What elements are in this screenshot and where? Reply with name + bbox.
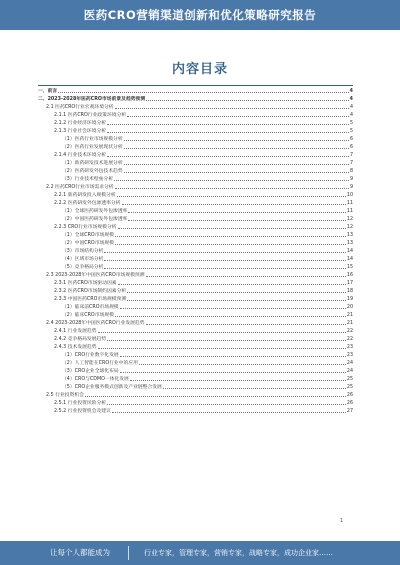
toc-row[interactable] [38,85,353,94]
toc-row[interactable] [38,278,353,286]
footer-bar [0,541,400,565]
toc-row[interactable] [38,110,353,118]
toc-leader-dots [107,403,346,405]
toc-page-number: 27 [346,409,353,414]
toc-row[interactable] [38,382,353,390]
toc-page-number: 21 [346,313,353,318]
toc-entry-text: 2.4.2 竞争格局发展趋势 [54,337,107,342]
toc-page-number: 4 [349,97,353,102]
toc-leader-dots [107,339,346,341]
toc-leader-dots [117,195,346,197]
toc-leader-dots [146,323,346,325]
toc-page-number: 6 [349,145,353,150]
toc-entry-text: 2.5.2 行业投资机会及建议 [54,409,111,414]
toc-page-number: 5 [349,121,353,126]
toc-page-number: 13 [346,241,353,246]
footer-divider [128,546,129,560]
toc-entry-text: （1）全球医药研发外包渗透率 [62,209,128,214]
toc-leader-dots [139,363,346,365]
toc-row[interactable] [38,398,353,406]
toc-entry-text: 2.3.1 医药CRO市场驱动因素 [54,281,117,286]
toc-entry-text: （1）新药研发技术进展分析 [62,161,123,166]
toc-entry-text: （2）中国CRO市场规模 [62,241,114,246]
toc-row[interactable] [38,174,353,182]
toc-row[interactable] [38,134,353,142]
toc-leader-dots [107,155,349,157]
toc-leader-dots [124,171,349,173]
toc-entry-text: （2）人工智能在CRO行业中的应用 [62,361,138,366]
toc-leader-dots [107,131,349,133]
toc-entry-text: （1）全球CRO市场规模 [62,233,114,238]
toc-page-number: 25 [346,385,353,390]
toc-page-number: 22 [346,329,353,334]
toc-page-number: 18 [346,289,353,294]
toc-leader-dots [127,291,346,293]
toc-entry-text: 2.2.1 新药研发投入规模分析 [54,193,116,198]
toc-entry-text: 2.3 2023-2028年中国医药CRO市场规模预测 [46,273,145,278]
toc-page-number: 14 [346,249,353,254]
toc-row[interactable] [38,302,353,310]
table-of-contents [38,85,353,414]
toc-leader-dots [85,395,346,397]
toc-leader-dots [104,251,345,253]
toc-row[interactable] [38,374,353,382]
toc-row[interactable] [38,118,353,126]
page-number: 1 [340,518,344,524]
toc-page-number: 26 [346,393,353,398]
toc-entry-text: （2）医药研发外包技术趋势 [62,169,123,174]
toc-leader-dots [130,379,346,381]
toc-entry-text: （5）CRO企业服务模式创新及产业链整合发展 [62,385,162,390]
toc-leader-dots [58,91,348,93]
toc-page-number: 10 [346,193,353,198]
toc-entry-text: （2）医药行业发展现状分析 [62,145,123,150]
toc-entry-text: 2.1.2 行业经济环境分析 [54,121,107,126]
toc-row[interactable] [38,222,353,230]
toc-leader-dots [124,163,349,165]
toc-row[interactable] [38,318,353,326]
toc-row[interactable] [38,182,353,190]
toc-row[interactable] [38,238,353,246]
toc-page-number: 19 [346,297,353,302]
toc-page-number: 24 [346,369,353,374]
toc-page-number: 4 [349,89,353,94]
toc-page-number: 6 [349,137,353,142]
toc-page-number: 22 [346,337,353,342]
toc-page-number: 7 [349,153,353,158]
toc-page-number: 13 [346,233,353,238]
toc-row[interactable] [38,246,353,254]
toc-entry-text: （5）竞争格局分析 [62,265,104,270]
toc-entry-text: 2.2 医药CRO行业市场需求分析 [46,185,114,190]
toc-entry-text: （1）医药行业市场规模分析 [62,137,123,142]
toc-row[interactable] [38,102,353,110]
toc-row[interactable] [38,190,353,198]
toc-row[interactable] [38,406,353,414]
header-bar [0,0,400,30]
toc-row[interactable] [38,150,353,158]
toc-entry-text: 2.2.2 医药研发外包渗透率分析 [54,201,121,206]
toc-page-number: 4 [349,113,353,118]
toc-leader-dots [104,259,345,261]
toc-page-number: 12 [346,225,353,230]
toc-row[interactable] [38,294,353,302]
toc-row[interactable] [38,270,353,278]
toc-entry-text: 2.4.3 技术发展趋势 [54,345,97,350]
toc-entry-text: 二、2023-2028年医药CRO市场前景及趋势预测 [38,97,146,102]
toc-page-number: 26 [346,401,353,406]
toc-row[interactable] [38,166,353,174]
toc-entry-text: 2.4 2023-2028年中国医药CRO行业发展趋势 [46,321,145,326]
toc-row[interactable] [38,310,353,318]
toc-leader-dots [146,275,346,277]
toc-page-number: 23 [346,353,353,358]
toc-row[interactable] [38,262,353,270]
toc-page-number: 14 [346,257,353,262]
toc-page-number: 8 [349,169,353,174]
toc-page-number: 9 [349,185,353,190]
report-title: 医药CRO营销渠道创新和优化策略研究报告 [83,8,317,22]
toc-leader-dots [120,371,346,373]
toc-leader-dots [115,107,349,109]
toc-leader-dots [127,115,349,117]
toc-leader-dots [128,211,345,213]
toc-entry-text: 2.1.3 行业社会环境分析 [54,129,107,134]
footer-slogan: 让每个人都能成为 [50,548,110,557]
toc-page-number: 21 [346,321,353,326]
toc-entry-text: （3）行业技术壁垒分析 [62,177,114,182]
toc-entry-text: （4）CRO与CDMO一体化发展 [62,377,129,382]
toc-entry-text: （1）临床前CRO市场规模 [62,305,119,310]
toc-row[interactable] [38,230,353,238]
toc-entry-text: 一、前言 [38,89,58,94]
toc-leader-dots [122,203,346,205]
toc-row[interactable] [38,198,353,206]
toc-row[interactable] [38,214,353,222]
toc-page-number: 16 [346,273,353,278]
toc-leader-dots [163,387,346,389]
toc-leader-dots [118,227,346,229]
toc-page-number: 25 [346,377,353,382]
toc-page-number: 20 [346,305,353,310]
toc-leader-dots [115,187,349,189]
toc-page-number: 12 [346,217,353,222]
toc-page-number: 17 [346,281,353,286]
toc-entry-text: 2.4.1 行业发展趋势 [54,329,97,334]
toc-row[interactable] [38,142,353,150]
toc-entry-text: 2.5.1 行业投资风险分析 [54,401,107,406]
toc-entry-text: （3）CRO企业全球化布局 [62,369,119,374]
toc-entry-text: （3）市场结构分析 [62,249,104,254]
toc-page-number: 15 [346,265,353,270]
toc-page-number: 24 [346,361,353,366]
toc-leader-dots [127,299,346,301]
toc-leader-dots [114,179,349,181]
toc-page-number: 7 [349,161,353,166]
toc-page-number: 11 [346,209,353,214]
toc-leader-dots [115,235,346,237]
footer-tagline: 行业专家，管理专家，营销专家，战略专家，成功企业家…… [144,549,333,557]
toc-heading: 内容目录 [171,62,228,77]
toc-leader-dots [124,139,349,141]
toc-leader-dots [118,283,346,285]
toc-leader-dots [146,99,349,101]
toc-row[interactable] [38,342,353,350]
toc-page-number: 23 [346,345,353,350]
toc-row[interactable] [38,286,353,294]
toc-leader-dots [120,355,346,357]
toc-leader-dots [112,411,346,413]
toc-page-number: 9 [349,177,353,182]
toc-row[interactable] [38,94,353,102]
toc-entry-text: 2.1.1 医药CRO行业政策环境分析 [54,113,127,118]
toc-page-number: 11 [346,201,353,206]
toc-entry-text: （2）中国医药研发外包渗透率 [62,217,128,222]
toc-leader-dots [124,147,349,149]
toc-row[interactable] [38,126,353,134]
toc-entry-text: 2.3.3 中国医药CRO市场规模预测 [54,297,127,302]
toc-row[interactable] [38,254,353,262]
toc-leader-dots [115,315,346,317]
toc-entry-text: 2.3.2 医药CRO市场制约因素分析 [54,289,127,294]
toc-row[interactable] [38,326,353,334]
toc-leader-dots [120,307,346,309]
toc-entry-text: 2.2.3 CRO行业市场规模分析 [54,225,117,230]
toc-page-number: 5 [349,129,353,134]
toc-row[interactable] [38,366,353,374]
toc-leader-dots [128,219,345,221]
toc-entry-text: 2.1 医药CRO行业宏观环境分析 [46,105,114,110]
toc-row[interactable] [38,390,353,398]
toc-leader-dots [115,243,346,245]
toc-row[interactable] [38,334,353,342]
toc-leader-dots [98,347,346,349]
toc-leader-dots [104,267,345,269]
toc-entry-text: 2.5 行业投资机会 [46,393,84,398]
toc-entry-text: 2.1.4 行业技术环境分析 [54,153,107,158]
toc-row[interactable] [38,358,353,366]
toc-entry-text: （1）CRO行业数字化发展 [62,353,119,358]
toc-entry-text: （4）区域市场分析 [62,257,104,262]
toc-entry-text: （2）临床CRO市场规模 [62,313,114,318]
toc-row[interactable] [38,206,353,214]
toc-leader-dots [107,123,349,125]
toc-leader-dots [98,331,346,333]
toc-page-number: 4 [349,105,353,110]
toc-row[interactable] [38,158,353,166]
toc-row[interactable] [38,350,353,358]
